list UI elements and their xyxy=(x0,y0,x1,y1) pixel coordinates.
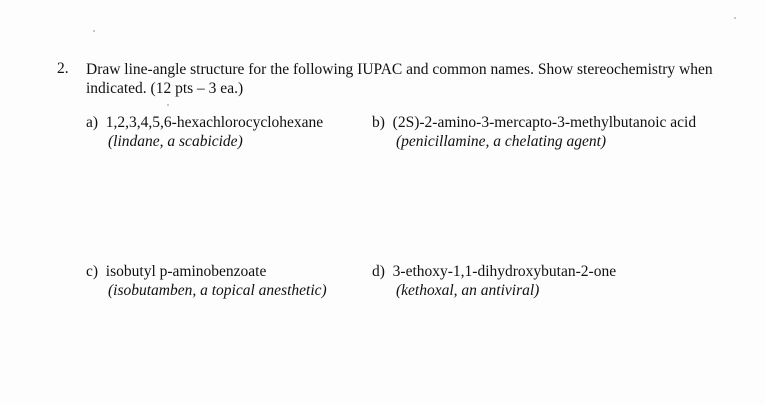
part-c xyxy=(86,262,327,300)
part-d xyxy=(372,262,616,300)
part-b xyxy=(372,113,696,151)
part-c-common-name: (isobutamben, a topical anesthetic) xyxy=(108,282,327,299)
part-c-label: c) xyxy=(86,263,99,280)
part-a-label: a) xyxy=(86,114,99,131)
part-d-label: d) xyxy=(372,263,385,280)
part-a-common-name: (lindane, a scabicide) xyxy=(108,133,243,150)
scan-speck xyxy=(93,30,95,32)
part-a-name-line xyxy=(86,113,323,132)
part-d-name-line xyxy=(372,262,616,281)
part-a-iupac-name: 1,2,3,4,5,6-hexachlorocyclohexane xyxy=(105,114,324,131)
part-a xyxy=(86,113,323,151)
part-b-iupac-name: (2S)-2-amino-3-mercapto-3-methylbutanoic acid xyxy=(392,114,697,131)
part-b-common-name: (penicillamine, a chelating agent) xyxy=(396,133,607,150)
question-number: 2. xyxy=(57,60,69,77)
part-d-common-name: (kethoxal, an antiviral) xyxy=(396,282,540,299)
scan-speck xyxy=(734,17,736,19)
scan-speck xyxy=(167,104,169,106)
part-c-iupac-name: isobutyl p-aminobenzoate xyxy=(105,263,267,280)
part-b-name-line xyxy=(372,113,696,132)
part-b-label: b) xyxy=(372,114,385,131)
part-d-iupac-name: 3-ethoxy-1,1-dihydroxybutan-2-one xyxy=(392,263,617,280)
part-c-name-line xyxy=(86,262,327,281)
question-instructions: Draw line-angle structure for the following IUPAC and common names. Show stereochemistry when indicated. (12 pts – 3 ea.) xyxy=(86,61,713,97)
